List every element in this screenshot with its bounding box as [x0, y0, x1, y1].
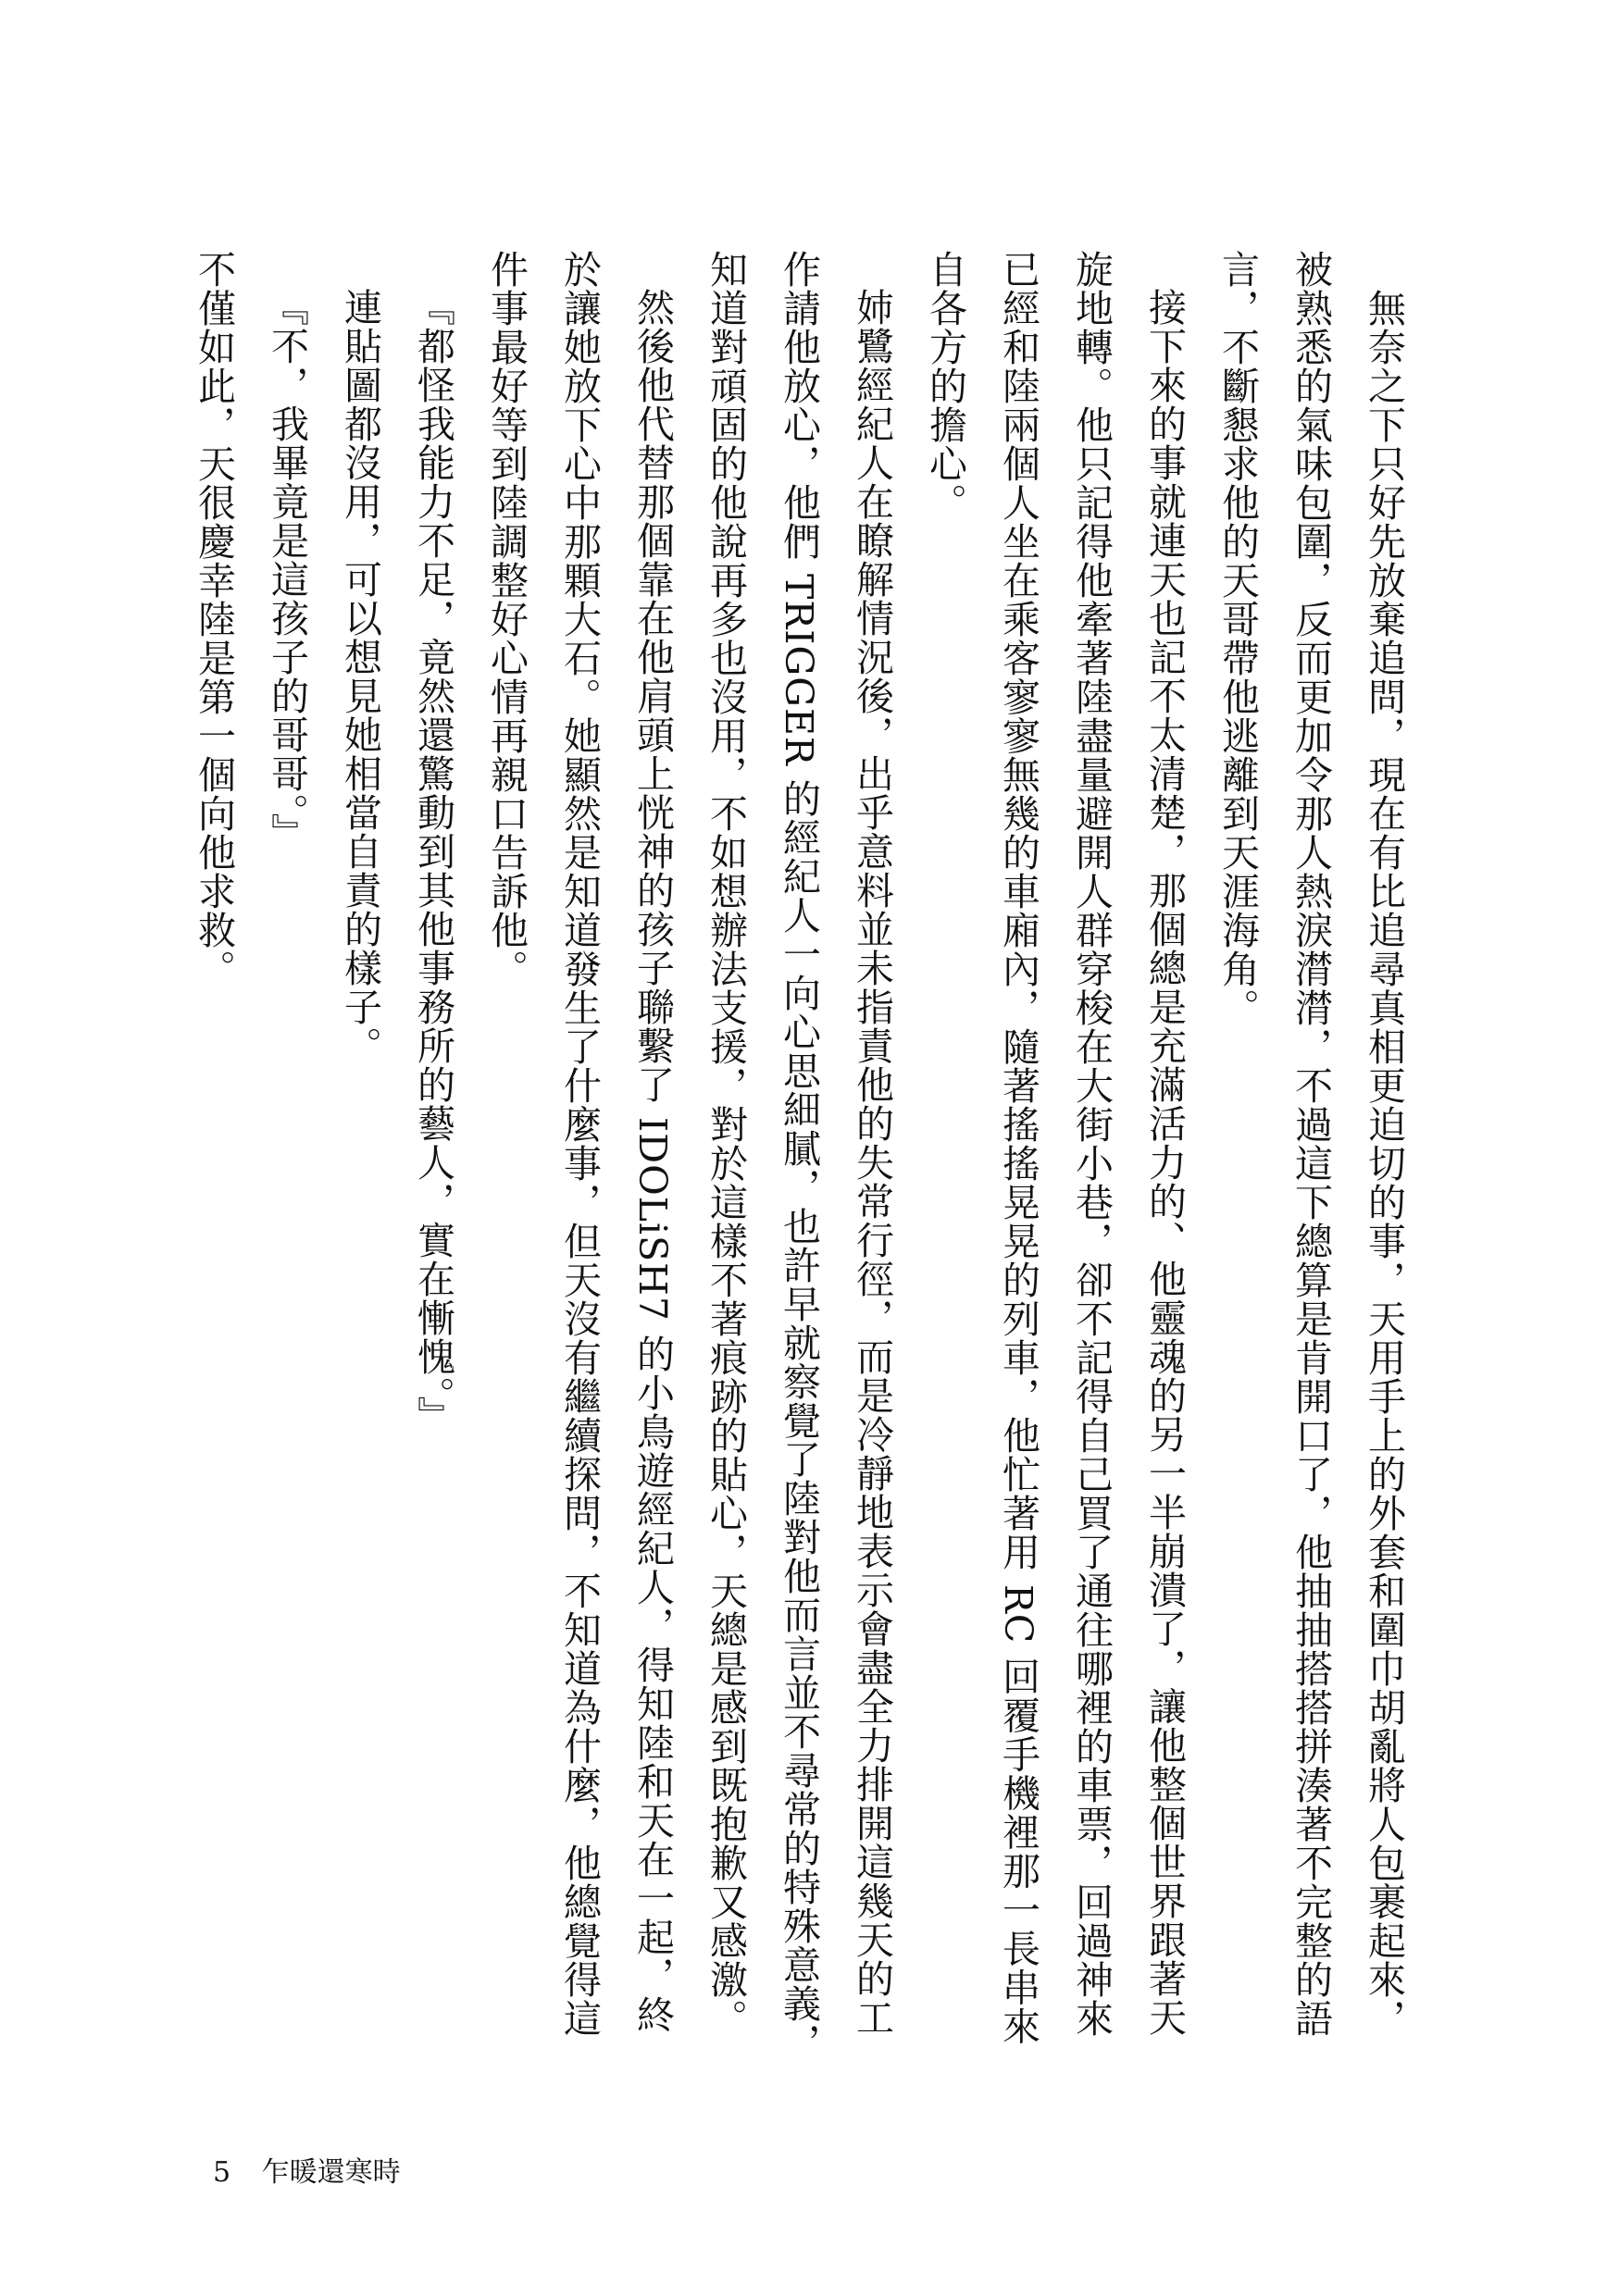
paragraph-6: 不僅如此，天很慶幸陸是第一個向他求救。 — [192, 250, 236, 988]
paragraph-5: 連貼圖都沒用，可以想見她相當自責的樣子。 — [338, 288, 382, 1065]
page-number: 5 — [213, 2156, 231, 2189]
page-footer — [213, 2149, 401, 2190]
paragraph-3: 姉鷺經紀人在瞭解情況後，出乎意料並未指責他的失常行徑，而是冷靜地表示會盡全力排開這幾天的工作請他放心，他們 TRIGGER 的經紀人一向心思細膩，也許早就察覺了陸對他而言並不尋常的特殊意義，知道對頑固的他說再多也沒用，不如想辦法支援，對於這樣不著痕跡的貼心，天總是感到既抱歉又感激。 — [704, 250, 894, 2062]
dialogue-2: 『不，我畢竟是這孩子的哥哥。』 — [265, 288, 309, 852]
dialogue-1: 『都怪我能力不足，竟然還驚動到其他事務所的藝人，實在慚愧。』 — [411, 288, 455, 1435]
book-title: 乍暖還寒時 — [261, 2156, 401, 2189]
paragraph-1: 無奈之下只好先放棄追問，現在有比追尋真相更迫切的事，天用手上的外套和圍巾胡亂將人包裹起來，被熟悉的氣味包圍，反而更加令那人熱淚潸潸，不過這下總算是肯開口了，他抽抽搭搭拼湊著不完整的語言，不斷懇求他的天哥帶他逃離到天涯海角。 — [1215, 250, 1406, 2038]
paragraph-4: 然後他代替那個靠在他肩頭上恍神的孩子聯繫了 IDOLiSH7 的小鳥遊經紀人，得知陸和天在一起，終於讓她放下心中那顆大石。她顯然是知道發生了什麼事，但天沒有繼續探問，不知道為什麼，他總覺得這件事最好等到陸調整好心情再親口告訴他。 — [484, 250, 675, 2038]
body-text — [177, 250, 1420, 2064]
paragraph-2: 接下來的事就連天也記不太清楚，那個總是充滿活力的、他靈魂的另一半崩潰了，讓他整個世界跟著天旋地轉。他只記得他牽著陸盡量避開人群穿梭在大街小巷，卻不記得自己買了通往哪裡的車票，回過神來已經和陸兩個人坐在乘客寥寥無幾的車廂內，隨著搖搖晃晃的列車，他忙著用 RC 回覆手機裡那一長串來自各方的擔心。 — [923, 250, 1187, 2046]
